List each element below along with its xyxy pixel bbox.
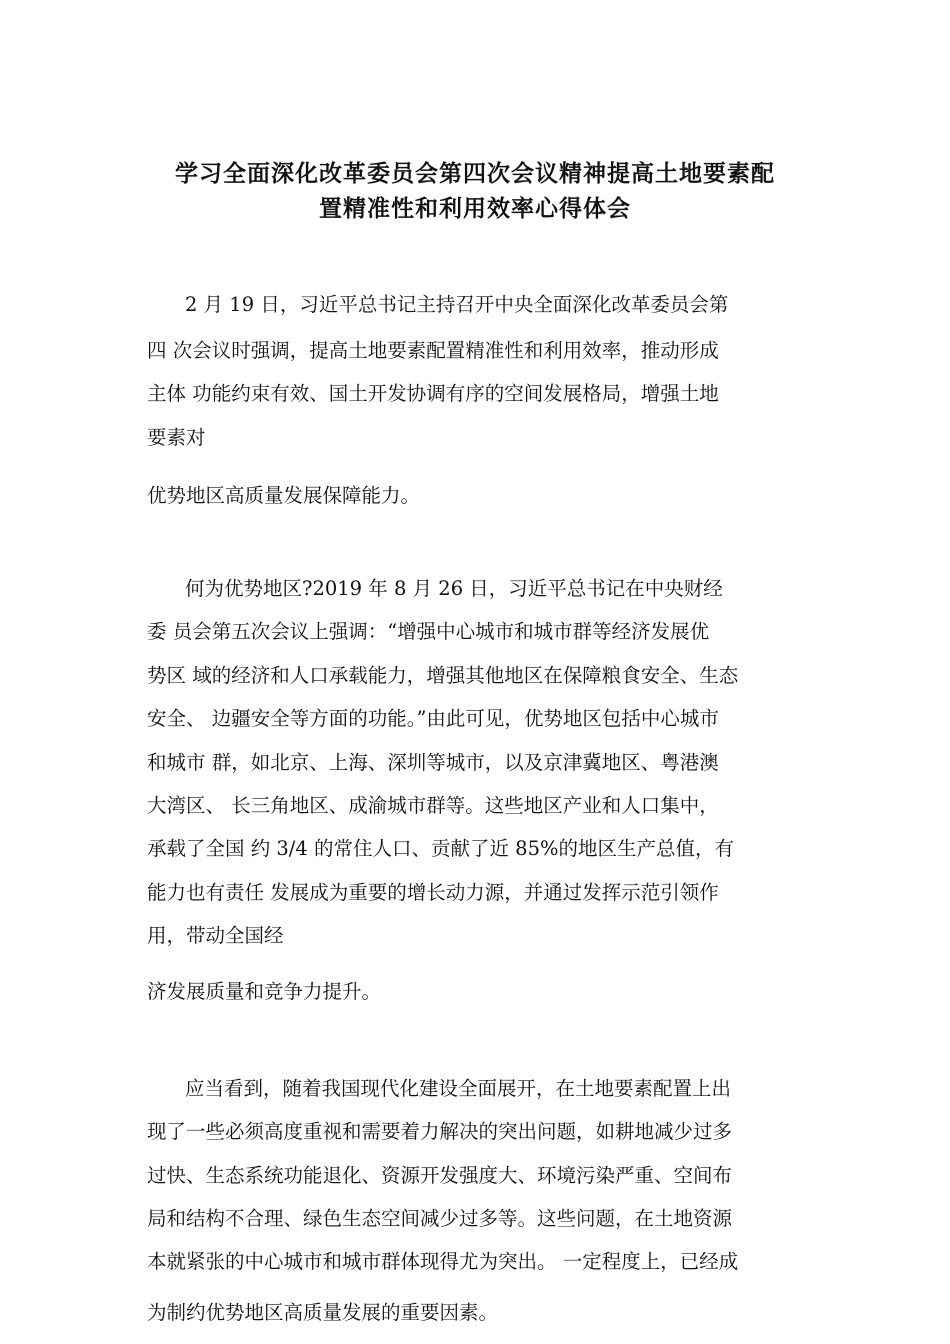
paragraph-3-line-3: 过快、生态系统功能退化、资源开发强度大、环境污染严重、空间布 [147,1164,733,1187]
paragraph-3-line-5: 本就紧张的中心城市和城市群体现得尤为突出。 一定程度上，已经成 [147,1250,739,1273]
paragraph-2-line-2: 委 员会第五次会议上强调：“增强中心城市和城市群等经济发展优 [147,620,710,643]
paragraph-1-line-2: 四 次会议时强调，提高土地要素配置精准性和利用效率，推动形成 [147,339,719,362]
paragraph-3-line-1: 应当看到，随着我国现代化建设全面展开，在土地要素配置上出 [185,1077,732,1100]
paragraph-2-line-5: 和城市 群，如北京、上海、深圳等城市，以及京津冀地区、粤港澳 [147,751,719,774]
paragraph-2-line-9: 用，带动全国经 [147,924,284,947]
paragraph-2-line-7: 承载了全国 约 3/4 的常住人口、贡献了近 85%的地区生产总值，有 [147,837,735,860]
paragraph-1-line-1: 2 月 19 日，习近平总书记主持召开中央全面深化改革委员会第 [185,293,729,316]
paragraph-2-line-1: 何为优势地区?2019 年 8 月 26 日，习近平总书记在中央财经 [185,577,723,600]
paragraph-1-line-3: 主体 功能约束有效、国土开发协调有序的空间发展格局，增强土地 [147,382,719,405]
title-line-1: 学习全面深化改革委员会第四次会议精神提高土地要素配 [175,161,775,187]
title-line-2: 置精准性和利用效率心得体会 [319,196,631,222]
paragraph-2-line-8: 能力也有责任 发展成为重要的增长动力源，并通过发挥示范引领作 [147,881,719,904]
paragraph-2-line-3: 势区 域的经济和人口承载能力，增强其他地区在保障粮食安全、生态 [147,664,739,687]
paragraph-2-line-6: 大湾区、 长三角地区、成渝城市群等。这些地区产业和人口集中， [147,794,719,817]
paragraph-3-line-2: 现了一些必须高度重视和需要着力解决的突出问题，如耕地减少过多 [147,1120,733,1143]
paragraph-2-line-10: 济发展质量和竞争力提升。 [147,980,382,1003]
paragraph-2-line-4: 安全、 边疆安全等方面的功能。”由此可见，优势地区包括中心城市 [147,707,719,730]
paragraph-3-line-6: 为制约优势地区高质量发展的重要因素。 [147,1301,499,1324]
paragraph-1-line-4: 要素对 [147,426,206,449]
paragraph-1-line-5: 优势地区高质量发展保障能力。 [147,484,421,507]
paragraph-3-line-4: 局和结构不合理、绿色生态空间减少过多等。这些问题，在土地资源 [147,1207,733,1230]
